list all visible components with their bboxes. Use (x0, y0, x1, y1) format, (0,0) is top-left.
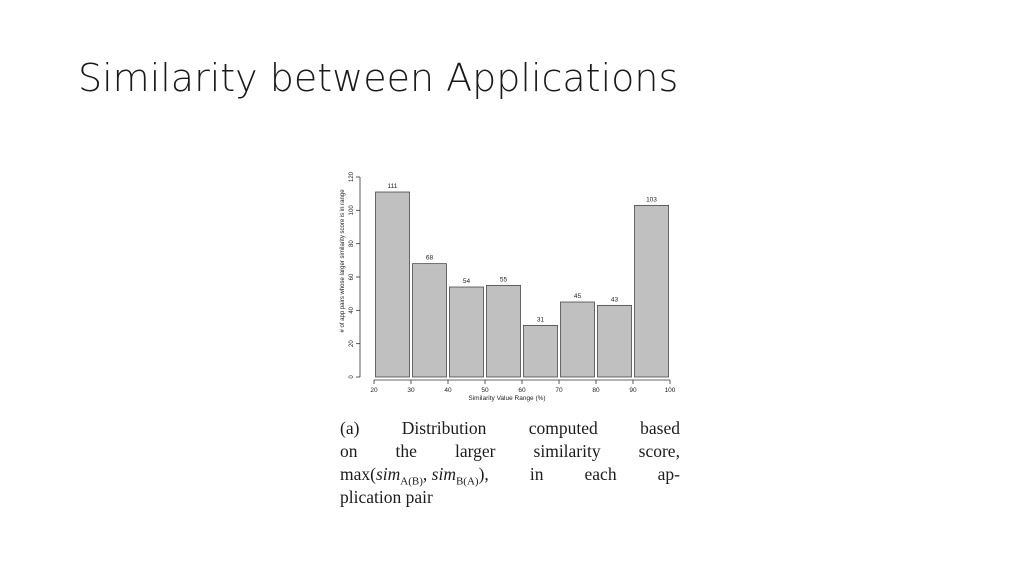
caption-word: based (640, 418, 680, 438)
caption-word: plication pair (340, 487, 433, 507)
formula-sub-a: A(B) (400, 475, 423, 488)
y-tick-label: 40 (349, 306, 355, 314)
formula-sep: , (422, 464, 432, 484)
x-tick-label: 100 (664, 387, 676, 394)
y-tick-label: 60 (349, 273, 355, 281)
formula-close: ), (478, 464, 489, 484)
histogram-chart (330, 160, 690, 410)
bar (598, 305, 632, 377)
caption-word: ap- (657, 464, 680, 484)
caption-word: on (340, 441, 358, 461)
bar (524, 325, 558, 377)
x-tick-label: 70 (555, 387, 563, 394)
caption-word: Distribution (401, 418, 487, 438)
bar-value-label: 31 (536, 316, 545, 324)
x-tick-label: 40 (444, 387, 452, 394)
bar (561, 302, 595, 377)
caption-word: similarity (533, 441, 601, 461)
caption-formula (340, 463, 489, 486)
x-tick-label: 30 (407, 387, 415, 394)
formula-sim-a: sim (375, 464, 401, 484)
bar (376, 192, 410, 377)
bar-value-label: 45 (573, 293, 582, 300)
y-tick-label: 20 (349, 340, 355, 348)
caption-line-4 (340, 486, 680, 509)
caption-word: larger (454, 441, 496, 461)
caption-word: in (529, 464, 544, 484)
bar-value-label: 54 (462, 278, 471, 285)
caption-line-2 (340, 440, 680, 463)
x-tick-label: 90 (629, 387, 637, 394)
y-tick-label: 80 (349, 240, 355, 248)
caption-line-1 (340, 417, 680, 440)
bar-value-label: 43 (610, 296, 619, 304)
bar-value-label: 55 (499, 276, 508, 284)
y-axis-label: # of app pairs whose larger similarity score is in range (340, 189, 346, 333)
bar (635, 205, 669, 377)
y-tick-label: 0 (349, 375, 355, 379)
x-tick-label: 60 (518, 387, 526, 394)
x-tick-label: 80 (592, 387, 600, 394)
caption-line-3 (340, 463, 680, 486)
caption-word: (a) (340, 418, 360, 438)
x-tick-label: 50 (481, 387, 489, 394)
caption-word: each (584, 464, 617, 484)
bar (413, 264, 447, 377)
formula-open: max( (340, 464, 376, 484)
caption-word: computed (528, 418, 598, 438)
x-axis-label: Similarity Value Range (%) (468, 395, 546, 402)
figure-caption (340, 417, 680, 509)
bar (450, 287, 484, 377)
bar-value-label: 68 (425, 254, 434, 262)
slide-title: Similarity between Applications (78, 56, 679, 100)
y-tick-label: 120 (349, 171, 355, 183)
caption-word: the (395, 441, 417, 461)
caption-word: score, (638, 441, 680, 461)
x-axis (370, 380, 675, 394)
bar-value-label: 111 (387, 183, 398, 190)
bars (376, 192, 669, 377)
formula-sim-b: sim (431, 464, 456, 484)
x-tick-label: 20 (370, 387, 378, 394)
bar-value-label: 103 (646, 196, 657, 204)
bar (487, 285, 521, 377)
formula-sub-b: B(A) (455, 475, 479, 488)
y-axis (349, 171, 360, 378)
y-tick-label: 100 (349, 205, 355, 216)
